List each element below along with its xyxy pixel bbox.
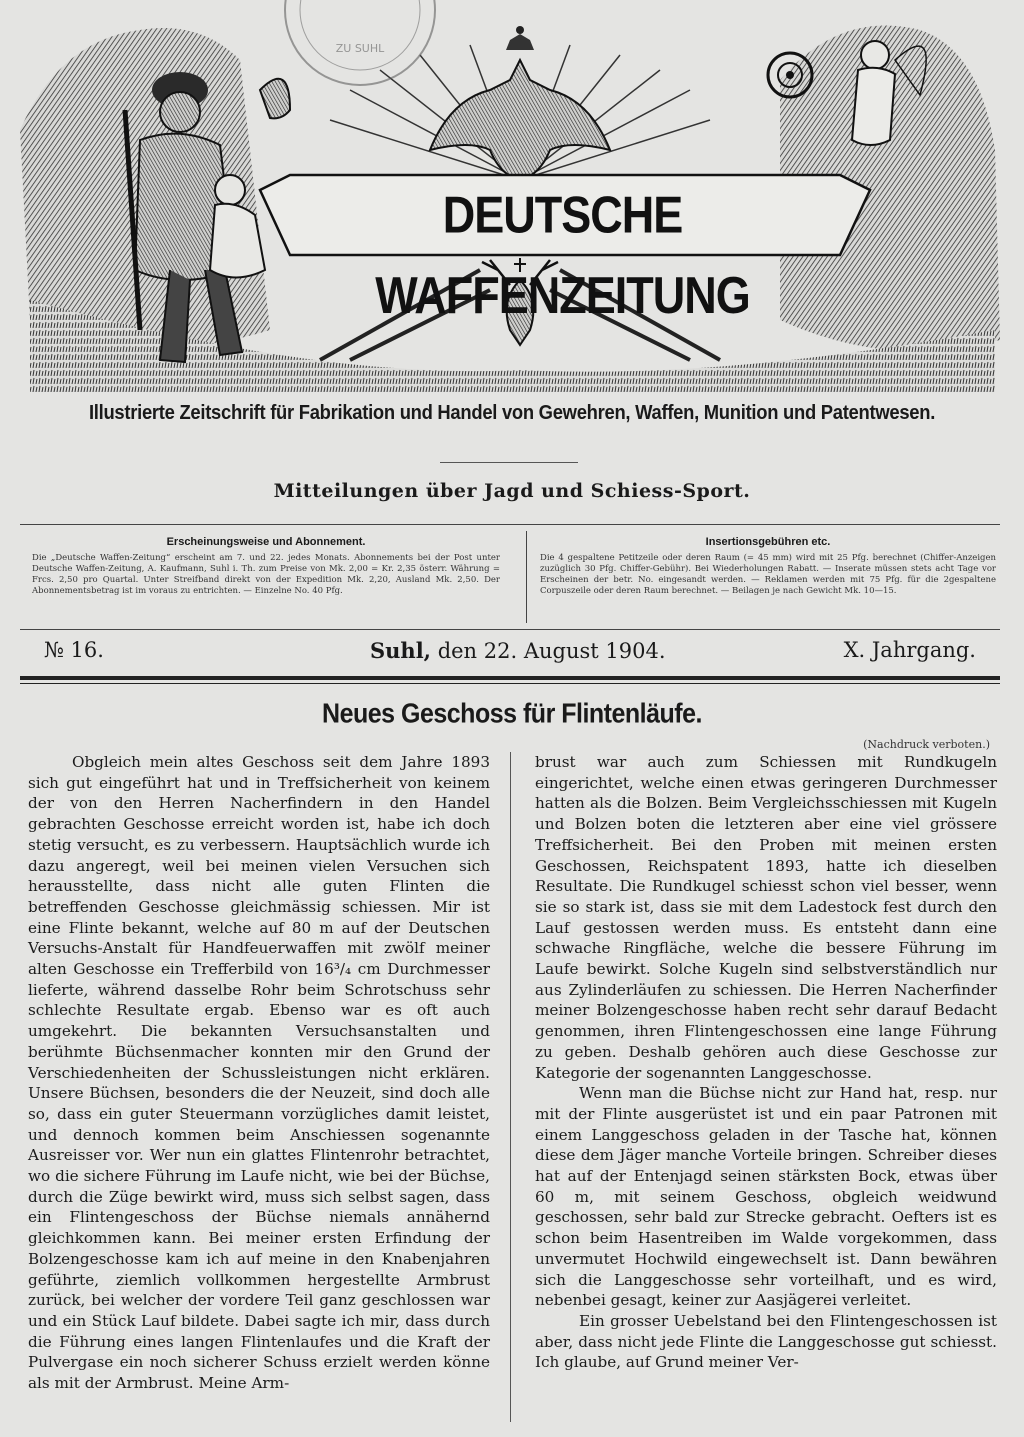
issue-date — [370, 638, 666, 663]
issue-place: Suhl, — [370, 638, 431, 663]
publication-subtitle: Illustrierte Zeitschrift für Fabrikation und Handel von Gewehren, Waffen, Munition und Patentwesen. — [88, 402, 936, 424]
svg-text:ZU SUHL: ZU SUHL — [335, 42, 385, 55]
subscription-heading: Erscheinungsweise und Abonnement. — [166, 536, 366, 548]
paragraph: brust war auch zum Schiessen mit Rundkugeln eingerichtet, welche einen etwas geringeren Durchmesser hatten als die Bolzen. Beim Vergleichsschiessen mit Kugeln und Bolzen boten die letzteren aber eine viel grössere Treffsicherheit. Bei den Proben mit meinen ersten Geschossen, Reichspatent 1893, hatte ich dieselben Resultate. Die Rundkugel schiesst schon viel besser, wenn sie so stark ist, dass sie mit dem Ladestock fest durch den Lauf gestossen werden muss. Es entsteht dann eine schwache Ringfläche, welche die bessere Führung im Laufe bewirkt. Solche Kugeln sind selbstverständlich nur aus Zylinderläufen zu schiessen. Die Herren Nacherfinder meiner Bolzengeschosse haben recht sehr darauf Bedacht genommen, ihren Flintengeschossen eine lange Führung zu geben. Deshalb gehören auch diese Geschosse zur Kategorie der sogenannten Langgeschosse. — [535, 753, 997, 1082]
section-heading: Mitteilungen über Jagd und Schiess-Sport. — [273, 480, 751, 502]
advertising-heading: Insertionsgebühren etc. — [705, 536, 831, 548]
column-divider — [510, 752, 511, 1422]
subscription-column — [32, 537, 500, 597]
issue-date-text: den 22. August 1904. — [437, 639, 666, 663]
thin-rule — [20, 683, 1000, 684]
issue-volume: X. Jahrgang. — [843, 638, 976, 662]
article-column-right — [535, 752, 997, 1373]
article-title: Neues Geschoss für Flintenläufe. — [322, 698, 702, 730]
paragraph: Ein grosser Uebelstand bei den Flintengeschossen ist aber, dass nicht jede Flinte die Langgeschosse gut schiesst. Ich glaube, auf Grund meiner Ver- — [535, 1311, 997, 1372]
paragraph: Obgleich mein altes Geschoss seit dem Jahre 1893 sich gut eingeführt hat und in Treffsicherheit von keinem der von den Herren Nacherfindern in den Handel gebrachten Geschosse erreicht worden ist, habe ich doch stetig versucht, es zu verbessern. Hauptsächlich wurde ich dazu angeregt, weil bei meinen vielen Versuchen sich herausstellte, dass nicht alle guten Flinten die betreffenden Geschosse gleichmässig schiessen. Mir ist eine Flinte bekannt, welche auf 80 m auf der Deutschen Versuchs-Anstalt für Handfeuerwaffen mit zwölf meiner alten Geschosse ein Trefferbild von 16³/₄ cm Durchmesser lieferte, während dasselbe Rohr beim Schrotschuss sehr schlechte Resultate ergab. Ebenso war es oft auch umgekehrt. Die bekannten Versuchsanstalten und berühmte Büchsenmacher konnten mir den Grund der Verschiedenheiten der Schussleistungen nicht erklären. Unsere Büchsen, besonders die der Neuzeit, sind doch alle so, dass ein guter Steuermann vorzügliches damit leistet, und dennoch kommen beim Anschiessen sogenannte Ausreisser vor. Wer nun ein glattes Flintenrohr betrachtet, wo die sichere Führung im Laufe nicht, wie bei der Büchse, durch die Züge bewirkt wird, muss sich selbst sagen, dass ein Flintengeschoss der Büchse niemals annähernd gleichkommen kann. Bei meiner ersten Erfindung der Bolzengeschosse kam ich auf meine in den Knabenjahren geführte, ziemlich vollkommen hergestellte Armbrust zurück, bei welcher der vordere Teil ganz geschlossen war und ein Stück Lauf bildete. Dabei sagte ich mir, dass durch die Führung eines langen Flintenlaufes und die Kraft der Pulvergase ein noch sicherer Schuss erzielt werden könne als mit der Armbrust. Meine Arm- — [28, 753, 490, 1393]
eagle-emblem — [430, 26, 610, 180]
thick-rule — [20, 676, 1000, 680]
library-stamp — [285, 0, 435, 85]
subscription-text: Die „Deutsche Waffen-Zeitung“ erscheint am 7. und 22. jedes Monats. Abonnements bei der Post unter Deutsche Waffen-Zeitung, A. Kaufmann, Suhl i. Th. zum Preise von Mk. 2,00 = Kr. 2,35 österr. Währung = Frcs. 2,50 pro Quartal. Unter Streifband direkt von der Expedition Mk. 2,20, Ausland Mk. 2,50. Der Abonnementsbetrag ist im voraus zu entrichten. — Einzelne No. 40 Pfg. — [32, 553, 500, 596]
masthead-illustration — [20, 0, 1004, 395]
issue-number: № 16. — [44, 638, 104, 662]
divider — [440, 462, 578, 463]
subscription-info-box — [20, 524, 1000, 630]
paragraph: Wenn man die Büchse nicht zur Hand hat, resp. nur mit der Flinte ausgerüstet ist und ein paar Patronen mit einem Langgeschoss geladen in der Tasche hat, können diese dem Jäger manche Vorteile bringen. Schreiber dieses hat auf der Entenjagd seinen stärksten Bock, etwas über 60 m, mit seinem Geschoss, obgleich weidwund geschossen, sehr bald zur Strecke gebracht. Oefters ist es schon beim Hasentreiben im Walde vorgekommen, dass unvermutet Hochwild eingewechselt ist. Dann bewähren sich die Langgeschosse sehr vorteilhaft, und es wird, nebenbei gesagt, keiner zur Aasjägerei verleitet. — [535, 1084, 997, 1310]
reprint-note: (Nachdruck verboten.) — [863, 738, 990, 751]
advertising-column — [540, 537, 996, 597]
info-divider — [526, 531, 527, 623]
issue-line — [20, 632, 1000, 672]
advertising-text: Die 4 gespaltene Petitzeile oder deren Raum (= 45 mm) wird mit 25 Pfg. berechnet (Chiffer-Anzeigen zuzüglich 30 Pfg. Chiffer-Gebühr). Bei Wiederholungen Rabatt. — Inserate müssen stets acht Tage vor Erscheinen der betr. No. eingesandt werden. — Reklamen werden mit 75 Pfg. für die 2gespaltene Corpuszeile oder deren Raum berechnet. — Beilagen je nach Gewicht Mk. 10—15. — [540, 553, 996, 596]
masthead-title: DEUTSCHE WAFFENZEITUNG — [375, 185, 750, 325]
article-column-left — [28, 752, 490, 1394]
